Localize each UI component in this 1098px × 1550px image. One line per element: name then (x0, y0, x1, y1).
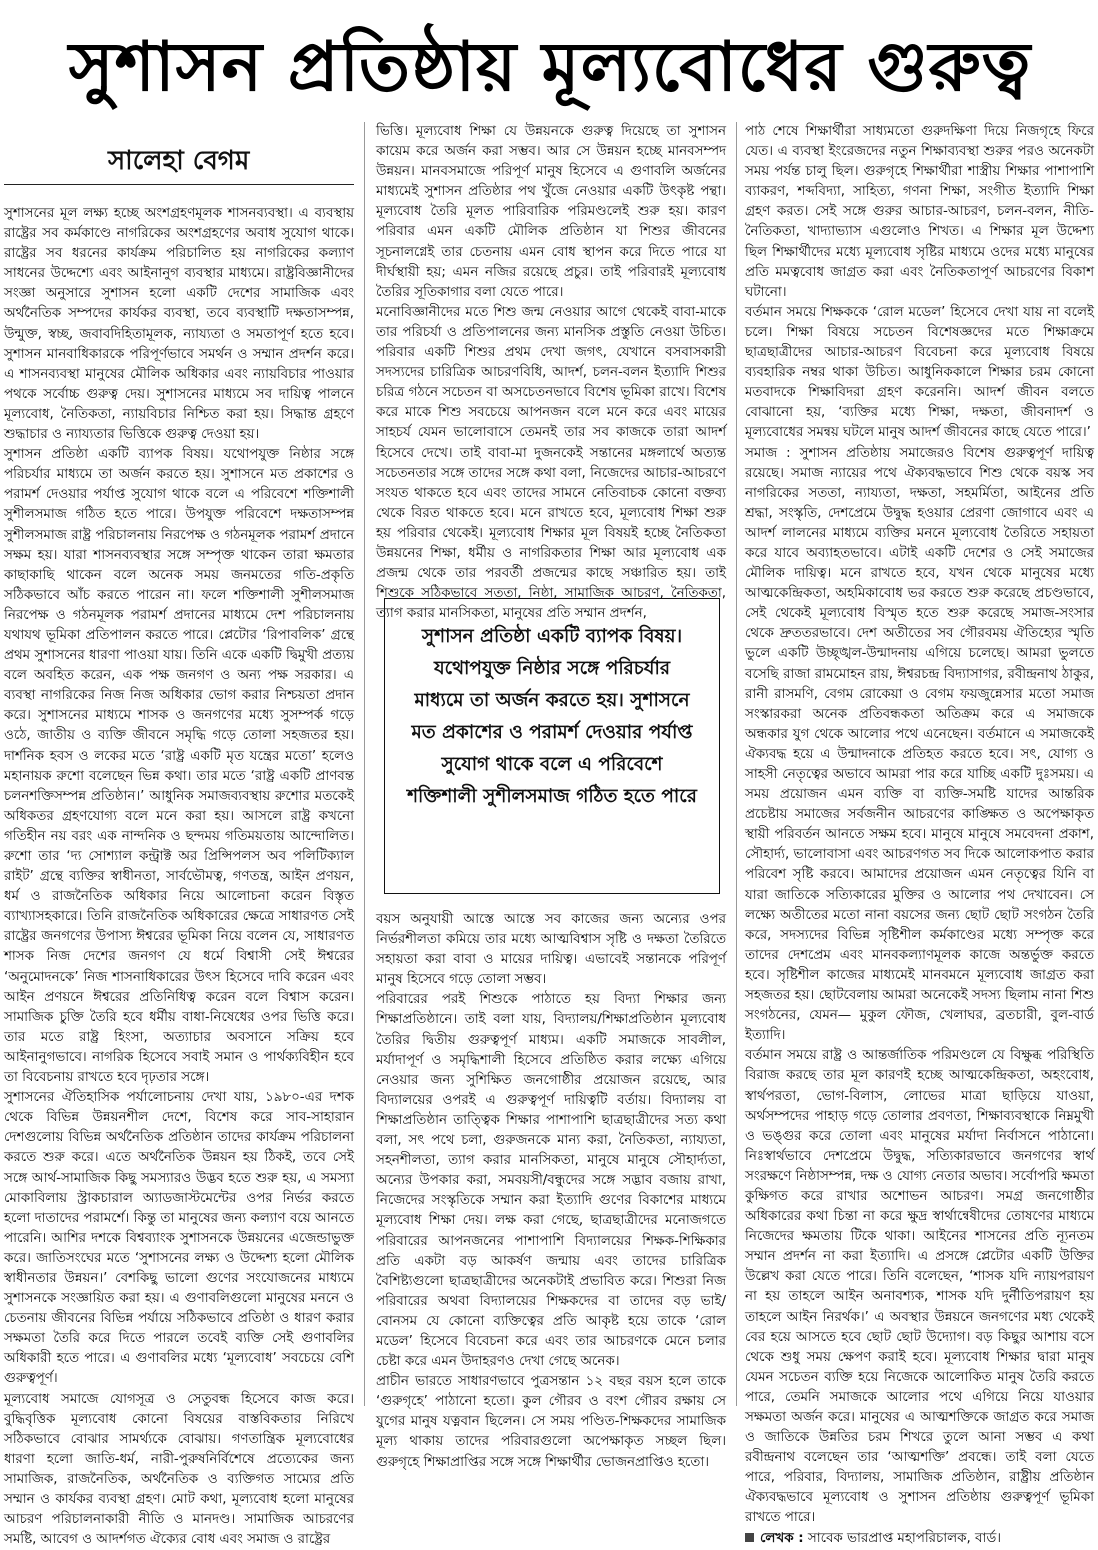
paragraph: সুশাসনের ঐতিহাসিক পর্যালোচনায় দেখা যায়, ১৯৮০-এর দশক থেকে বিভিন্ন উন্নয়নশীল দেশে, বিশেষ করে সাব-সাহারান দেশগুলোয় বিভিন্ন অর্থনৈতিক প্রতিষ্ঠান তাদের কার্যক্রম পরিচালনা করতে শুরু করে। এতে অর্থনৈতিক উন্নয়ন হয় ঠিকই, তবে সেই সঙ্গে আর্থ-সামাজিক কিছু সমস্যারও উদ্ভব হতে শুরু হয়, এ সমস্যা মোকাবিলায় স্ট্রাকচারাল অ্যাডজাস্টমেন্টের ওপর নির্ভর করতে হলো দাতাদের পরামর্শে। কিন্তু তা মানুষের জন্য কল্যাণ বয়ে আনতে পারেনি। আশির দশকে বিশ্বব্যাংক সুশাসনকে উন্নয়নের এজেন্ডাভুক্ত করে। জাতিসংঘের মতে ‘সুশাসনের লক্ষ্য ও উদ্দেশ্য হলো মৌলিক স্বাধীনতার উন্নয়ন।’ বেশকিছু ভালো গুণের সংযোজনের মাধ্যমে সুশাসনকে সংজ্ঞায়িত করা হয়। এ গুণাবলিগুলো মানুষের মননে ও চেতনায় জীবনের বিভিন্ন পর্যায়ে সঠিকভাবে প্রতিষ্ঠা ও ধারণ করার সক্ষমতা তৈরি করে দিতে পারলে তবেই ব্যক্তি সেই গুণাবলির অধিকারী হতে পারে। এ গুণাবলির মধ্যে ‘মূল্যবোধ’ সবচেয়ে বেশি গুরুত্বপূর্ণ। (4, 1090, 354, 1387)
paragraph: পরিবারের পরই শিশুকে পাঠাতে হয় বিদ্যা শিক্ষার জন্য শিক্ষাপ্রতিষ্ঠানে। তাই বলা যায়, বিদ্যালয়/শিক্ষাপ্রতিষ্ঠান মূল্যবোধ তৈরির দ্বিতীয় গুরুত্বপূর্ণ মাধ্যম। একটি সমাজকে সাবলীল, মর্যাদাপূর্ণ ও সমৃদ্ধিশালী হিসেবে প্রতিষ্ঠিত করার লক্ষ্যে এগিয়ে নেওয়ার জন্য সুশিক্ষিত জনগোষ্ঠীর প্রয়োজন রয়েছে, আর বিদ্যালয়ের ওপরই এ গুরুত্বপূর্ণ দায়িত্বটি বর্তায়। বিদ্যালয় বা শিক্ষাপ্রতিষ্ঠান তাত্ত্বিক শিক্ষার পাশাপাশি ছাত্রছাত্রীদের সত্য কথা বলা, সৎ পথে চলা, গুরুজনকে মান্য করা, নৈতিকতা, ন্যায্যতা, সহনশীলতা, ত্যাগ করার মানসিকতা, মানুষে মানুষে সৌহার্দ্যতা, অন্যের উপকার করা, সমবয়সী/বন্ধুদের সঙ্গে সদ্ভাব বজায় রাখা, নিজেদের সংস্কৃতিকে সম্মান করা ইত্যাদি গুণের বিকাশের মাধ্যমে মূল্যবোধ শিক্ষা দেয়। লক্ষ করা গেছে, ছাত্রছাত্রীদের মনোজগতে পরিবারের আপনজনের পাশাপাশি বিদ্যালয়ের শিক্ষক-শিক্ষিকার প্রতি একটা বড় আকর্ষণ জন্মায় এবং তাদের চারিত্রিক বৈশিষ্ট্যগুলো ছাত্রছাত্রীদের অনেকটাই প্রভাবিত করে। শিশুরা নিজ পরিবারের অথবা বিদ্যালয়ের শিক্ষকদের বা তাদের বড় ভাই/বোনসম যে কোনো ব্যক্তিত্বের প্রতি আকৃষ্ট হয়ে তাকে ‘রোল মডেল’ হিসেবে বিবেচনা করে এবং তার আচরণকে মেনে চলার চেষ্টা করে এমন উদাহরণও দেখা গেছে অনেক। (376, 992, 726, 1370)
byline-text: সাবেক ভারপ্রাপ্ত মহাপরিচালক, বার্ড। (807, 1530, 1002, 1546)
byline-label: লেখক : (760, 1530, 804, 1546)
pull-quote-text: সুশাসন প্রতিষ্ঠা একটি ব্যাপক বিষয়। যথোপযুক্ত নিষ্ঠার সঙ্গে পরিচর্যার মাধ্যমে তা অর্জন করতে হয়। সুশাসনে মত প্রকাশের ও পরামর্শ দেওয়ার পর্যাপ্ত সুযোগ থাকে বলে এ পরিবেশে শক্তিশালী সুশীলসমাজ গঠিত হতে পারে (407, 626, 697, 807)
headline: সুশাসন প্রতিষ্ঠায় মূল্যবোধের গুরুত্ব (68, 28, 1032, 107)
paragraph: বর্তমান সময়ে শিক্ষককে ‘রোল মডেল’ হিসেবে দেখা যায় না বলেই চলে। শিক্ষা বিষয়ে সচেতন বিশেষজ্ঞদের মতে শিক্ষাক্রমে ছাত্রছাত্রীদের আচার-আচরণ বিবেচনা করে মূল্যবোধ বিষয়ে ব্যবহারিক নম্বর থাকা উচিত। আধুনিককালে শিক্ষার চরম কোনো মতবাদকে শিক্ষাবিদরা গ্রহণ করেননি। আদর্শ জীবন বলতে বোঝানো হয়, ‘ব্যক্তির মধ্যে শিক্ষা, দক্ষতা, জীবনাদর্শ ও মূল্যবোধের সমন্বয় ঘটলে মানুষ আদর্শ জীবনের কাছে যেতে পারে।’ (745, 304, 1094, 441)
author-divider (4, 184, 354, 185)
column-1 (4, 204, 354, 1548)
paragraph: মূল্যবোধ সমাজে যোগসূত্র ও সেতুবন্ধ হিসেবে কাজ করে। বুদ্ধিবৃত্তিক মূল্যবোধ কোনো বিষয়ের বাস্তবিকতার নিরিখে সঠিকভাবে বোঝার সামর্থ্যকে বোঝায়। গণতান্ত্রিক মূল্যবোধের ধারণা হলো জাতি-ধর্ম, নারী-পুরুষনির্বিশেষে প্রত্যেকের জন্য সামাজিক, রাজনৈতিক, অর্থনৈতিক ও ব্যক্তিগত সাম্যের প্রতি সম্মান ও কার্যকর ব্যবস্থা গ্রহণ। মোট কথা, মূল্যবোধ হলো মানুষের আচরণ পরিচালনাকারী নীতি ও মানদণ্ড। সামাজিক আচরণের সমষ্টি, আবেগ ও আদর্শগত ঐক্যের বোধ এবং সমাজ ও রাষ্ট্রের (4, 1391, 354, 1548)
column-2-bottom (376, 910, 726, 1470)
paragraph: পাঠ শেষে শিক্ষার্থীরা সাধ্যমতো গুরুদক্ষিণা দিয়ে নিজগৃহে ফিরে যেত। এ ব্যবস্থা ইংরেজদের নতুন শিক্ষাব্যবস্থা শুরুর পরও অনেকটা সময় পর্যন্ত চালু ছিল। গুরুগৃহে শিক্ষার্থীরা শাস্ত্রীয় শিক্ষার পাশাপাশি ব্যাকরণ, শব্দবিদ্যা, সাহিত্য, গণনা শিক্ষা, সংগীত ইত্যাদি শিক্ষা গ্রহণ করত। সেই সঙ্গে গুরুর আচার-আচরণ, চলন-বলন, নীতি-নৈতিকতা, খাদ্যাভ্যাস এগুলোও শিখত। এ শিক্ষার মূল উদ্দেশ্য ছিল শিক্ষার্থীদের মধ্যে মূল্যবোধ সৃষ্টির মাধ্যমে ওদের মধ্যে মানুষের প্রতি মমত্ববোধ জাগ্রত করা এবং নৈতিকতাপূর্ণ আচরণের বিকাশ ঘটানো। (745, 124, 1094, 300)
pull-quote-box (384, 598, 720, 894)
column-divider-2 (736, 122, 737, 1406)
author-name: সালেহা বেগম (108, 146, 250, 176)
paragraph: সুশাসনের মূল লক্ষ্য হচ্ছে অংশগ্রহণমূলক শাসনব্যবস্থা। এ ব্যবস্থায় রাষ্ট্রের সব কর্মকাণ্ডে নাগরিকের অংশগ্রহণের অবাধ সুযোগ থাকে। রাষ্ট্রের সব ধরনের কার্যক্রম পরিচালিত হয় নাগরিকের কল্যাণ সাধনের উদ্দেশ্যে এবং আইনানুগ ব্যবস্থার মাধ্যমে। রাষ্ট্রবিজ্ঞানীদের সংজ্ঞা অনুসারে সুশাসন হলো একটি দেশের সামাজিক এবং অর্থনৈতিক সম্পদের কার্যকর ব্যবস্থা, তবে ব্যবস্থাটি দক্ষতাসম্পন্ন, উন্মুক্ত, স্বচ্ছ, জবাবদিহিতামূলক, ন্যায্যতা ও সমতাপূর্ণ হতে হবে। সুশাসন মানবাধিকারকে পরিপূর্ণভাবে সমর্থন ও সম্মান প্রদর্শন করে। এ শাসনব্যবস্থা মানুষের মৌলিক অধিকার এবং ন্যায়বিচার পাওয়ার পথকে সর্বোচ্চ গুরুত্ব দেয়। সুশাসনের মাধ্যমে সব দায়িত্ব পালনে মূল্যবোধ, নৈতিকতা, ন্যায়বিচার নিশ্চিত করা হয়। সিদ্ধান্ত গ্রহণে শুদ্ধাচার ও ন্যায্যতার ভিত্তিকে গুরুত্ব দেওয়া হয়। (4, 206, 354, 443)
column-3 (745, 122, 1094, 1546)
bullet-square-icon (745, 1533, 754, 1542)
paragraph: সমাজ : সুশাসন প্রতিষ্ঠায় সমাজেরও বিশেষ গুরুত্বপূর্ণ দায়িত্ব রয়েছে। সমাজ ন্যায়ের পথে ঐক্যবদ্ধভাবে শিশু থেকে বয়স্ক সব নাগরিকের সততা, ন্যায্যতা, দক্ষতা, সহমর্মিতা, আইনের প্রতি শ্রদ্ধা, সংস্কৃতি, দেশপ্রেমে উদ্বুদ্ধ হওয়ার প্রেরণা জোগাবে এবং এ আদর্শ লালনের মাধ্যমে ব্যক্তির মননে মূল্যবোধ তৈরিতে সহায়তা করে যাবে অব্যাহতভাবে। এটাই একটি দেশের ও সেই সমাজের মৌলিক দায়িত্ব। মনে রাখতে হবে, যখন থেকে মানুষের মধ্যে আত্মকেন্দ্রিকতা, অহমিকাবোধ ভর করতে শুরু করেছে প্রচণ্ডভাবে, সেই থেকেই মূল্যবোধ বিস্মৃত হতে শুরু করেছে সমাজ-সংসার থেকে দ্রুততরভাবে। দেশ অতীতের সব গৌরবময় ঐতিহ্যের স্মৃতি ভুলে একটি উচ্ছৃঙ্খল-উন্মাদনায় এগিয়ে চলেছে। আমরা ভুলতে বসেছি রাজা রামমোহন রায়, ঈশ্বরচন্দ্র বিদ্যাসাগর, রবীন্দ্রনাথ ঠাকুর, রানী রাসমণি, বেগম রোকেয়া ও বেগম ফয়জুন্নেসার মতো সমাজ সংস্কারকরা অনেক প্রতিবন্ধকতা অতিক্রম করে এ সমাজকে অন্ধকার যুগ থেকে আলোর পথে এনেছেন। বর্তমানে এ সমাজকেই ঐক্যবদ্ধ হয়ে এ উন্মাদনাকে প্রতিহত করতে হবে। সৎ, যোগ্য ও সাহসী নেতৃত্বের অভাবে আমরা পার করে যাচ্ছি একটি দুঃসময়। এ সময় প্রয়োজন এমন ব্যক্তি বা ব্যক্তি-সমষ্টি যাদের আন্তরিক প্রচেষ্টায় সমাজের সর্বজনীন আচরণের কাঙ্ক্ষিত ও অপেক্ষাকৃত স্থায়ী পরিবর্তন আনতে সক্ষম হবে। মানুষে মানুষে সমবেদনা প্রকাশ, সৌহার্দ্য, ভালোবাসা এবং আচরণগত সব দিকে আলোকপাত করার পরিবেশ সৃষ্টি করবে। আমাদের প্রয়োজন এমন নেতৃত্বের যিনি বা যারা জাতিকে সত্যিকারের মুক্তির ও আলোর পথ দেখাবেন। সে লক্ষ্যে অতীতের মতো নানা বয়সের জন্য ছোট ছোট সংগঠন তৈরি করে, সদস্যদের বিভিন্ন সৃষ্টিশীল কর্মকাণ্ডের মধ্যে সম্পৃক্ত করে তাদের দেশপ্রেম এবং মানবকল্যাণমূলক কাজে অন্তর্ভুক্ত করতে হবে। সৃষ্টিশীল কাজের মাধ্যমেই মানবমনে মূল্যবোধ জাগ্রত করা সহজতর হয়। ছোটবেলায় আমরা অনেকেই সদস্য ছিলাম নানা শিশু সংগঠনের, যেমন— মুকুল ফৌজ, খেলাঘর, ব্রতচারী, বুল-বার্ড ইত্যাদি। (745, 445, 1094, 1044)
paragraph: সুশাসন প্রতিষ্ঠা একটি ব্যাপক বিষয়। যথোপযুক্ত নিষ্ঠার সঙ্গে পরিচর্যার মাধ্যমে তা অর্জন করতে হয়। সুশাসনে মত প্রকাশের ও পরামর্শ দেওয়ার পর্যাপ্ত সুযোগ থাকে বলে এ পরিবেশে শক্তিশালী সুশীলসমাজ গঠিত হতে পারে। উপযুক্ত পরিবেশে দক্ষতাসম্পন্ন সুশীলসমাজ রাষ্ট্র পরিচালনায় নিরপেক্ষ ও গঠনমূলক পরামর্শ প্রদানে সক্ষম হয়। যারা শাসনব্যবস্থার সঙ্গে সম্পৃক্ত থাকেন তারা ক্ষমতার কাছাকাছি থাকেন বলে অনেক সময় জনমতের গতি-প্রকৃতি সঠিকভাবে আঁচ করতে পারেন না। ফলে শক্তিশালী সুশীলসমাজ নিরপেক্ষ ও গঠনমূলক পরামর্শ প্রদানের মাধ্যমে দেশ পরিচালনায় যথাযথ ভূমিকা প্রতিপালন করতে পারে। প্লেটোর ‘রিপাবলিক’ গ্রন্থে প্রথম সুশাসনের ধারণা পাওয়া যায়। তিনি একে একটি দ্বিমুখী প্রত্যয় বলে অবহিত করেন, এক পক্ষ জনগণ ও অন্য পক্ষ সরকার। এ ব্যবস্থা নাগরিকের নিজ নিজ অধিকার ভোগ করার নিশ্চয়তা প্রদান করে। সুশাসনের মাধ্যমে শাসক ও জনগণের মধ্যে সুসম্পর্ক গড়ে ওঠে, জাতীয় ও ব্যক্তি জীবনে সমৃদ্ধি গড়ে তোলা সহজতর হয়। দার্শনিক হবস ও লকের মতে ‘রাষ্ট্র একটি মৃত যন্ত্রের মতো’ হলেও মহানায়ক রুশো বলেছেন ভিন্ন কথা। তার মতে ‘রাষ্ট্র একটি প্রাণবন্ত চলনশক্তিসম্পন্ন প্রতিষ্ঠান।’ আধুনিক সমাজব্যবস্থায় রুশোর মতকেই অধিকতর গ্রহণযোগ্য বলে মনে করা হয়। আসলে রাষ্ট্র কখনো গতিহীন নয় বরং এক নান্দনিক ও ছন্দময় গতিময়তায় আন্দোলিত। রুশো তার ‘দ্য সোশ্যাল কন্ট্রাক্ট অর প্রিন্সিপলস অব পলিটিক্যাল রাইট’ গ্রন্থে ব্যক্তির স্বাধীনতা, সার্বভৌমত্ব, গণতন্ত্র, আইন প্রণয়ন, ধর্ম ও রাজনৈতিক অধিকার নিয়ে আলোচনা করেন বিস্তৃত ব্যাখ্যাসহকারে। তিনি রাজনৈতিক অধিকারের ক্ষেত্রে সাধারণত সেই রাষ্ট্রের জনগণের উপাস্য ঈশ্বরের ভূমিকা নিয়ে বলেন যে, সাধারণত শাসক নিজ দেশের জনগণ যে ধর্মে বিশ্বাসী সেই ঈশ্বরের ‘অনুমোদনকে’ নিজ শাসনাধিকারের উৎস হিসেবে দাবি করেন এবং আইন প্রণয়নে ঈশ্বরের প্রতিনিধিত্ব করেন বলে বিশ্বাস করেন। সামাজিক চুক্তি তৈরি হবে ধর্মীয় বাধা-নিষেধের ওপর ভিত্তি করে। তার মতে রাষ্ট্র হিংসা, অত্যাচার অবসানে সক্রিয় হবে আইনানুগভাবে। নাগরিক হিসেবে সবাই সমান ও পার্থক্যবিহীন হবে তা বিবেচনায় রাখতে হবে দৃঢ়তার সঙ্গে। (4, 447, 354, 1086)
paragraph: বর্তমান সময়ে রাষ্ট্র ও আন্তর্জাতিক পরিমণ্ডলে যে বিক্ষুব্ধ পরিস্থিতি বিরাজ করছে তার মূল কারণই হচ্ছে আত্মকেন্দ্রিকতা, অহংবোধ, স্বার্থপরতা, ভোগ-বিলাস, লোভের মাত্রা ছাড়িয়ে যাওয়া, অর্থসম্পদের পাহাড় গড়ে তোলার প্রবণতা, শিক্ষাব্যবস্থাকে নিম্নমুখী ও ভঙ্গুর করে তোলা এবং মানুষের মর্যাদা নির্বাসনে পাঠানো। নিঃস্বার্থভাবে দেশপ্রেমে উদ্বুদ্ধ, সত্যিকারভাবে জনগণের স্বার্থ সংরক্ষণে নিষ্ঠাসম্পন্ন, দক্ষ ও যোগ্য নেতার অভাব। সর্বোপরি ক্ষমতা কুক্ষিগত করে রাখার অশোভন আচরণ। সমগ্র জনগোষ্ঠীর অধিকারের কথা চিন্তা না করে ক্ষুদ্র স্বার্থান্বেষীদের তোষণের মাধ্যমে নিজেদের ক্ষমতায় টিকে থাকা। আইনের শাসনের প্রতি ন্যূনতম সম্মান প্রদর্শন না করা ইত্যাদি। এ প্রসঙ্গে প্লেটোর একটি উক্তির উল্লেখ করা যেতে পারে। তিনি বলেছেন, ‘শাসক যদি ন্যায়পরায়ণ না হয় তাহলে আইন অনাবশ্যক, শাসক যদি দুর্নীতিপরায়ণ হয় তাহলে আইন নিরর্থক।’ এ অবস্থার উন্নয়নে জনগণের মধ্য থেকেই বের হয়ে আসতে হবে ছোট ছোট উদ্যোগ। বড় কিছুর আশায় বসে থেকে শুধু সময় ক্ষেপণ করাই হবে। মূল্যবোধ শিক্ষার দ্বারা মানুষ যেমন সচেতন ব্যক্তি হয়ে নিজেকে আলোকিত মানুষ তৈরি করতে পারে, তেমনি সমাজকে আলোর পথে এগিয়ে নিয়ে যাওয়ার সক্ষমতা অর্জন করে। মানুষের এ আত্মশক্তিকে জাগ্রত করে সমাজ ও জাতিকে উন্নতির চরম শিখরে তুলে আনা সম্ভব এ কথা রবীন্দ্রনাথ বলেছেন তার ‘আত্মশক্তি’ প্রবন্ধে। তাই বলা যেতে পারে, পরিবার, বিদ্যালয়, সামাজিক প্রতিষ্ঠান, রাষ্ট্রীয় প্রতিষ্ঠান ঐক্যবদ্ধভাবে মূল্যবোধ ও সুশাসন প্রতিষ্ঠায় গুরুত্বপূর্ণ ভূমিকা রাখতে পারে। (745, 1048, 1094, 1526)
author-byline (745, 1529, 1094, 1549)
paragraph: বয়স অনুযায়ী আস্তে আস্তে সব কাজের জন্য অন্যের ওপর নির্ভরশীলতা কমিয়ে তার মধ্যে আত্মবিশ্বাস সৃষ্টি ও দক্ষতা তৈরিতে সহায়তা করা বাবা ও মায়ের দায়িত্ব। এভাবেই সন্তানকে পরিপূর্ণ মানুষ হিসেবে গড়ে তোলা সম্ভব। (376, 912, 726, 988)
paragraph: মনোবিজ্ঞানীদের মতে শিশু জন্ম নেওয়ার আগে থেকেই বাবা-মাকে তার পরিচর্যা ও প্রতিপালনের জন্য মানসিক প্রস্তুতি নেওয়া উচিত। পরিবার একটি শিশুর প্রথম দেখা জগৎ, যেখানে বসবাসকারী সদস্যদের চারিত্রিক আচরণবিধি, আদর্শ, চলন-বলন ইত্যাদি শিশুর চরিত্র গঠনে সচেতন বা অসচেতনভাবে বিশেষ ভূমিকা রাখে। বিশেষ করে মাকে শিশু সবচেয়ে আপনজন বলে মনে করে এবং মায়ের সাহচর্য যেমন ভালোবাসে তেমনই তার সব কাজকে তারা আদর্শ হিসেবে দেখে। তাই বাবা-মা দুজনকেই সন্তানের মঙ্গলার্থে অত্যন্ত সচেতনতার সঙ্গে তাদের সঙ্গে কথা বলা, নিজেদের আচার-আচরণে সংযত থাকতে হবে এবং তাদের সামনে নেতিবাচক কোনো বক্তব্য থেকে বিরত থাকতে হবে। মনে রাখতে হবে, মূল্যবোধ শিক্ষা শুরু হয় পরিবার থেকেই। মূল্যবোধ শিক্ষার মূল বিষয়ই হচ্ছে নৈতিকতা উন্নয়নের শিক্ষা, ধর্মীয় ও নাগরিকতার শিক্ষা আর মূল্যবোধ এক প্রজন্ম থেকে তার পরবর্তী প্রজন্মের কাছে সঞ্চারিত হয়। তাই শিশুকে সঠিকভাবে সততা, নিষ্ঠা, সামাজিক আচরণ, নৈতিকতা, ত্যাগ করার মানসিকতা, মানুষের প্রতি সম্মান প্রদর্শন, (376, 304, 726, 622)
paragraph: প্রাচীন ভারতে সাধারণভাবে পুত্রসন্তান ১২ বছর বয়স হলে তাকে ‘গুরুগৃহে’ পাঠানো হতো। কুল গৌরব ও বংশ গৌরব রক্ষায় সে যুগের মানুষ যত্নবান ছিলেন। সে সময় পণ্ডিত-শিক্ষকদের সামাজিক মূল্য থাকায় তাদের পরিবারগুলো অপেক্ষাকৃত সচ্ছল ছিল। গুরুগৃহে শিক্ষাপ্রাপ্তির সঙ্গে সঙ্গে শিক্ষার্থীর ভোজনপ্রাপ্তিও হতো। (376, 1374, 726, 1470)
column-divider-1 (364, 122, 365, 1406)
paragraph: ভিত্তি। মূল্যবোধ শিক্ষা যে উন্নয়নকে গুরুত্ব দিয়েছে তা সুশাসন কায়েম করে অর্জন করা সম্ভব। আর সে উন্নয়ন হচ্ছে মানবসম্পদ উন্নয়ন। মানবসমাজে পরিপূর্ণ মানুষ হিসেবে এ গুণাবলি অর্জনের মাধ্যমেই সুশাসন প্রতিষ্ঠার পথ খুঁজে নেওয়ার একটি উৎকৃষ্ট পন্থা। মূল্যবোধ তৈরি মূলত পারিবারিক পরিমণ্ডলেই শুরু হয়। কারণ পরিবার এমন একটি মৌলিক প্রতিষ্ঠান যা শিশুর জীবনের সূচনালগ্নেই তার চেতনায় এমন বোধ স্থাপন করে দিতে পারে যা দীর্ঘস্থায়ী হয়; এমন নজির রয়েছে প্রচুর। তাই পরিবারই মূল্যবোধ তৈরির সূতিকাগার বলা যেতে পারে। (376, 124, 726, 300)
column-2-top (376, 122, 726, 622)
